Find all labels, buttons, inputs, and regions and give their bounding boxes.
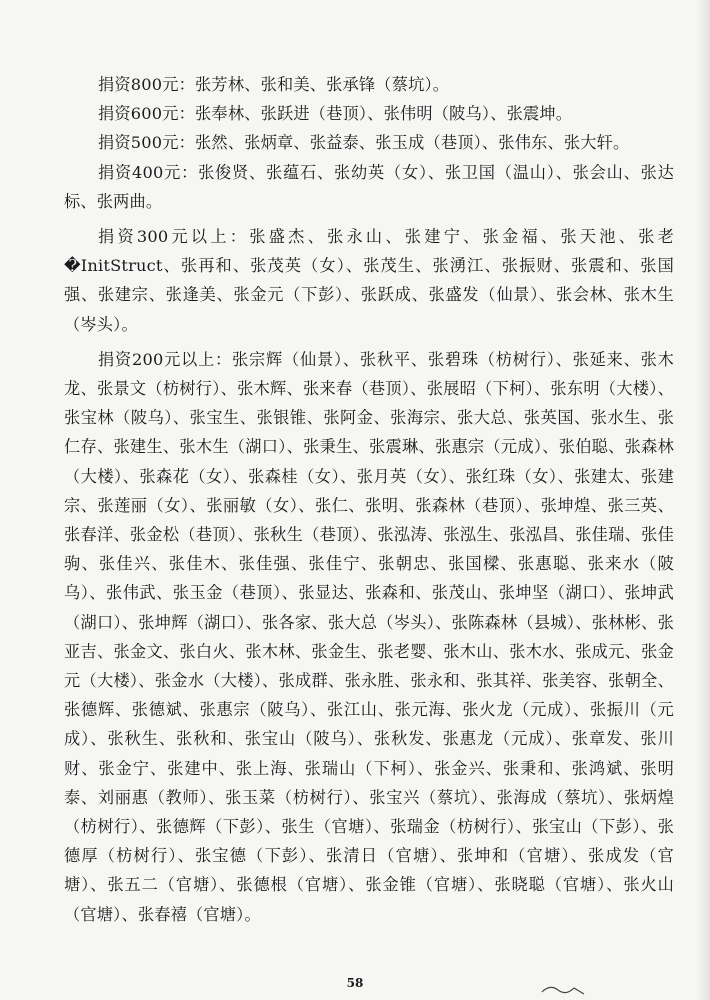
- scan-artifact-mark: [540, 980, 600, 996]
- page-number: 58: [346, 976, 364, 990]
- scan-edge-shadow: [696, 0, 710, 1000]
- paragraph-800: 捐资800元：张芳林、张和美、张承锋（蔡坑）。: [98, 75, 450, 94]
- paragraph-500: 捐资500元：张然、张炳章、张益泰、张玉成（巷顶）、张伟东、张大轩。: [98, 133, 630, 153]
- paragraph-300-plus: 捐资300元以上：张盛杰、张永山、张建宁、张金福、张天池、张老�InitStruct、张再和、张茂英（女）、张茂生、张湧江、张振财、张震和、张国强、张建宗、张逢美、张金元（下彭）、张跃成、张盛发（仙景）、张会林、张木生（岑头）。: [64, 227, 674, 334]
- donor-list: [64, 70, 674, 929]
- paragraph-600: 捐资600元：张奉林、张跃进（巷顶）、张伟明（陂乌）、张震坤。: [98, 104, 573, 124]
- paragraph-400: 捐资400元：张俊贤、张蕴石、张幼英（女）、张卫国（温山）、张会山、张达标、张两曲。: [64, 162, 674, 211]
- paragraph-200-plus: 捐资200元以上：张宗辉（仙景）、张秋平、张碧珠（枋树行）、张延来、张木龙、张景文（枋树行）、张木辉、张来春（巷顶）、张展昭（下柯）、张东明（大楼）、张宝林（陂乌）、张宝生、张银锥、张阿金、张海宗、张大总、张英国、张水生、张仁存、张建生、张木生（湖口）、张秉生、张震琳、张惠宗（元成）、张伯聪、张森林（大楼）、张森花（女）、张森桂（女）、张月英（女）、张红珠（女）、张建太、张建宗、张莲丽（女）、张丽敏（女）、张仁、张明、张森林（巷顶）、张坤煌、张三英、张春洋、张金松（巷顶）、张秋生（巷顶）、张泓涛、张泓生、张泓昌、张佳瑞、张佳驹、张佳兴、张佳木、张佳强、张佳宁、张朝忠、张国樑、张惠聪、张来水（陂乌）、张伟武、张玉金（巷顶）、张显达、张森和、张茂山、张坤坚（湖口）、张坤武（湖口）、张坤辉（湖口）、张各家、张大总（岑头）、张陈森林（县城）、张林彬、张亚吉、张金文、张白火、张木林、张金生、张老婴、张木山、张木水、张成元、张金元（大楼）、张金水（大楼）、张成群、张永胜、张永和、张其祥、张美容、张朝全、张德辉、张德斌、张惠宗（陂乌）、张江山、张元海、张火龙（元成）、张振川（元成）、张秋生、张秋和、张宝山（陂乌）、张秋发、张惠龙（元成）、张章发、张川财、张金宁、张建中、张上海、张瑞山（下柯）、张金兴、张秉和、张鸿斌、张明泰、刘丽惠（教师）、张玉菜（枋树行）、张宝兴（蔡坑）、张海成（蔡坑）、张炳煌（枋树行）、张德辉（下彭）、张生（官塘）、张瑞金（枋树行）、张宝山（下彭）、张德厚（枋树行）、张宝德（下彭）、张清日（官塘）、张坤和（官塘）、张成发（官塘）、张五二（官塘）、张德根（官塘）、张金锥（官塘）、张晓聪（官塘）、张火山（官塘）、张春禧（官塘）。: [64, 349, 674, 924]
